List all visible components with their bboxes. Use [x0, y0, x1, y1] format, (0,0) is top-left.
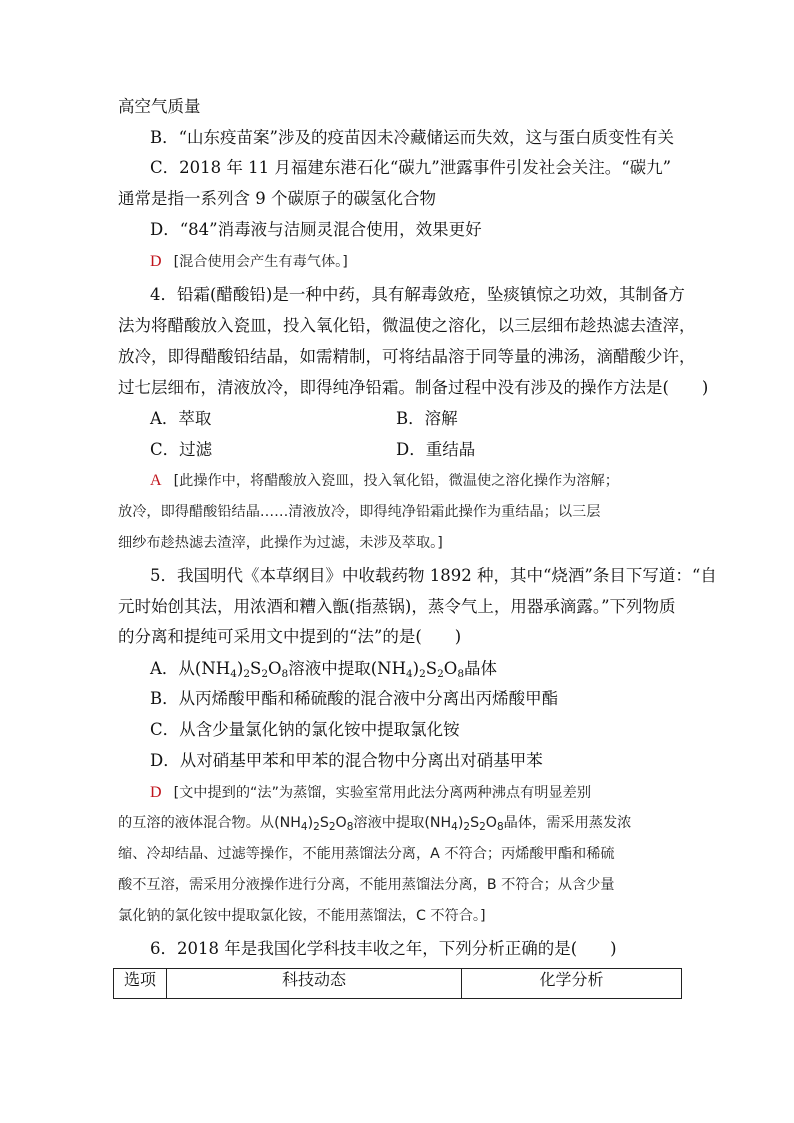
q3-option-c-line1: C．2018 年 11 月福建东港石化“碳九”泄露事件引发社会关注。“碳九”	[150, 158, 672, 177]
q4-option-c: C．过滤	[150, 440, 213, 459]
q5-answer-line1	[150, 783, 591, 803]
q5-option-d: D．从对硝基甲苯和甲苯的混合物中分离出对硝基甲苯	[150, 751, 543, 770]
q3-answer-text: [混合使用会产生有毒气体。]	[173, 254, 348, 270]
q4-answer-line2: 放冷，即得醋酸铅结晶……清液放冷，即得纯净铅霜此操作为重结晶；以三层	[118, 504, 601, 520]
q5-answer-line4: 酸不互溶，需采用分液操作进行分离，不能用蒸馏法分离，B 不符合；从含少量	[118, 877, 615, 893]
q5-stem-line2: 元时始创其法，用浓酒和糟入甑(指蒸锅)，蒸令气上，用器承滴露。”下列物质	[118, 597, 676, 616]
q4-answer-text-1: [此操作中，将醋酸放入瓷皿，投入氧化铅，微温使之溶化操作为溶解；	[173, 473, 619, 489]
q3-option-c-line2: 通常是指一系列含 9 个碳原子的碳氢化合物	[118, 189, 436, 208]
q5-stem-line1: 5．我国明代《本草纲目》中收载药物 1892 种，其中“烧酒”条目下写道：“自	[150, 566, 717, 585]
q4-answer-line3: 细纱布趁热滤去渣滓，此操作为过滤，未涉及萃取。]	[118, 535, 443, 551]
header-chem-analysis: 化学分析	[462, 969, 682, 999]
q6-table	[113, 968, 682, 999]
q5-answer-text-1: [文中提到的“法”为蒸馏，实验室常用此法分离两种沸点有明显差别	[173, 785, 592, 801]
q3-answer-letter: D	[150, 253, 162, 270]
header-option: 选项	[114, 969, 167, 999]
q3-option-d: D．“84”消毒液与洁厕灵混合使用，效果更好	[150, 220, 482, 239]
q5-stem-line3: 的分离和提纯可采用文中提到的“法”的是( )	[118, 627, 462, 646]
q5-answer-line5: 氯化钠的氯化铵中提取氯化铵，不能用蒸馏法，C 不符合。]	[118, 908, 486, 924]
q5-answer-letter: D	[150, 784, 162, 801]
q4-stem-line1: 4．铅霜(醋酸铅)是一种中药，具有解毒敛疮，坠痰镇惊之功效，其制备方	[150, 285, 685, 304]
header-tech-news: 科技动态	[167, 969, 462, 999]
q5-answer-line3: 缩、冷却结晶、过滤等操作，不能用蒸馏法分离，A 不符合；丙烯酸甲酯和稀硫	[118, 846, 615, 862]
q4-stem-line3: 放冷，即得醋酸铅结晶，如需精制，可将结晶溶于同等量的沸汤，滴醋酸少许，	[118, 347, 696, 366]
q3-option-b: B．“山东疫苗案”涉及的疫苗因未冷藏储运而失效，这与蛋白质变性有关	[150, 128, 674, 147]
q5-option-c: C．从含少量氯化钠的氯化铵中提取氯化铵	[150, 720, 460, 739]
q4-stem-line2: 法为将醋酸放入瓷皿，投入氧化铅，微温使之溶化，以三层细布趁热滤去渣滓，	[118, 316, 696, 335]
q3-continuation: 高空气质量	[118, 97, 201, 116]
q5-option-a: A．从$(NH_4)_2S_2O_8$溶液中提取$(NH_4)_2S_2O_8$晶体	[150, 659, 498, 680]
q5-answer-line2: 的互溶的液体混合物。从$(NH_4)_2S_2O_8$溶液中提取$(NH_4)_2S_2O_8$晶体，需采用蒸发浓	[118, 815, 632, 833]
q4-answer-line1	[150, 471, 619, 491]
q4-option-d: D．重结晶	[396, 440, 476, 459]
q4-option-b: B．溶解	[396, 409, 458, 428]
table-header-row	[114, 969, 682, 999]
q4-option-a: A．萃取	[150, 409, 212, 428]
q6-stem: 6．2018 年是我国化学科技丰收之年，下列分析正确的是( )	[150, 939, 617, 958]
q3-answer	[150, 252, 348, 272]
q4-answer-letter: A	[150, 472, 162, 489]
q4-stem-line4: 过七层细布，清液放冷，即得纯净铅霜。制备过程中没有涉及的操作方法是( )	[118, 378, 709, 397]
q5-option-b: B．从丙烯酸甲酯和稀硫酸的混合液中分离出丙烯酸甲酯	[150, 689, 559, 708]
